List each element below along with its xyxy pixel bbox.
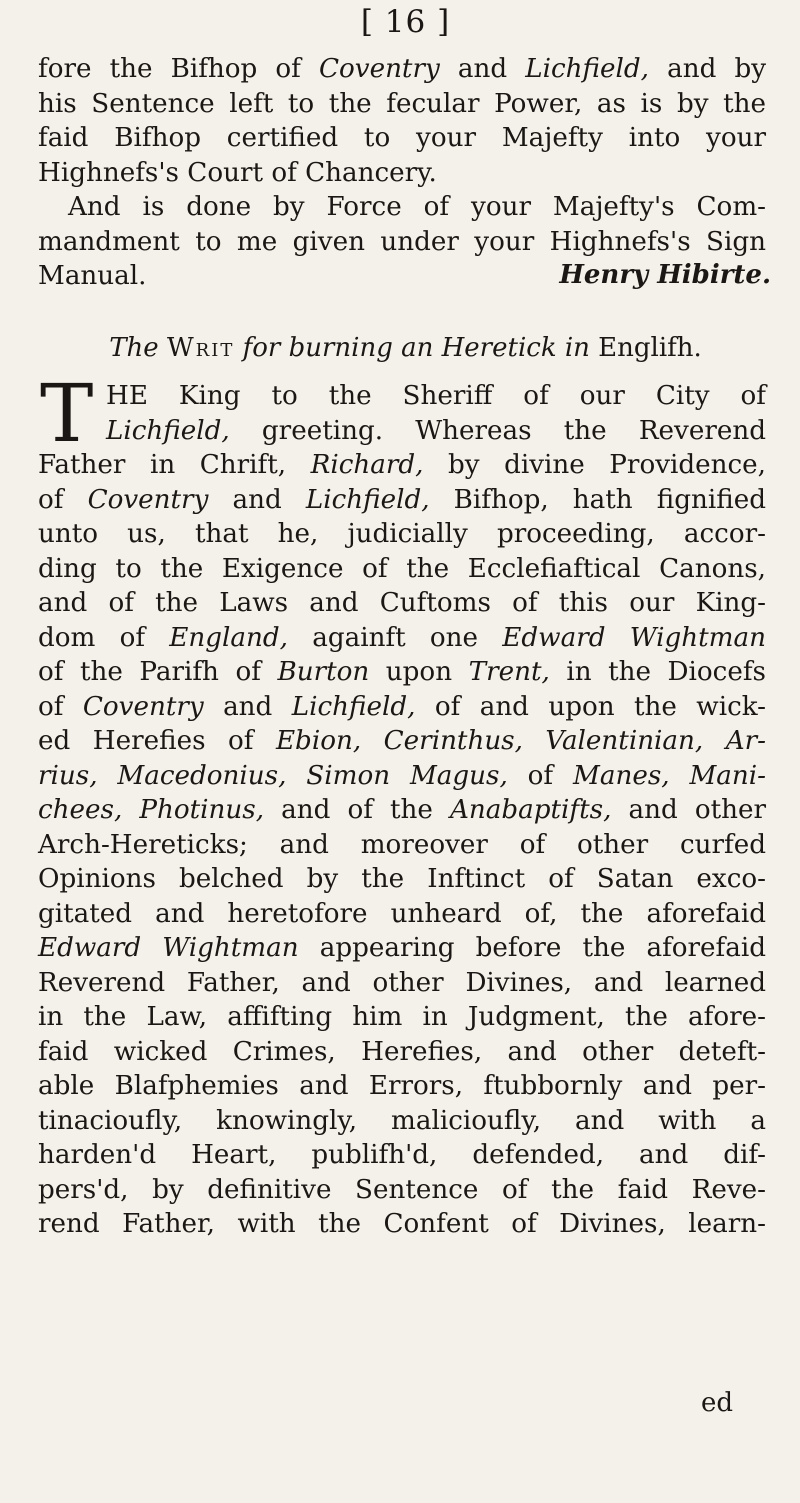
- text-line: Opinions belched by the Inftinct of Satan exco-: [38, 864, 766, 894]
- heading-the: The: [109, 333, 159, 363]
- text-line: Edward Wightman appearing before the aforefaid: [38, 933, 766, 963]
- writ-body: [38, 367, 766, 1242]
- text-line: ed Herefies of Ebion, Cerinthus, Valentinian, Ar-: [38, 726, 766, 756]
- text-line: Father in Chrift, Richard, by divine Providence,: [38, 450, 766, 480]
- heading-language: Englifh.: [598, 333, 702, 363]
- text-line: dom of England, againft one Edward Wightman: [38, 622, 766, 653]
- italic-text: Manes, Mani-: [573, 760, 766, 791]
- text-line: harden'd Heart, publifh'd, defended, and dif-: [38, 1140, 766, 1170]
- page-number: [ 16 ]: [360, 4, 451, 40]
- italic-text: Richard,: [310, 450, 424, 480]
- text-line: his Sentence left to the fecular Power, as is by the: [38, 88, 766, 119]
- text-line: fore the Bifhop of Coventry and Lichfield, and by: [38, 54, 766, 84]
- text-line: rend Father, with the Confent of Divines, learn-: [38, 1209, 766, 1239]
- text-line: Highnefs's Court of Chancery.: [38, 157, 437, 188]
- italic-text: Lichfield,: [525, 54, 649, 84]
- italic-text: Coventry: [87, 484, 209, 515]
- text-line: unto us, that he, judicially proceeding, accor-: [38, 519, 766, 549]
- italic-text: Edward Wightman: [38, 933, 299, 963]
- text-line: Reverend Father, and other Divines, and learned: [38, 967, 766, 998]
- text-line: ding to the Exigence of the Ecclefiaftical Canons,: [38, 553, 766, 584]
- heading-writ: Writ: [166, 333, 235, 363]
- book-page: [38, 0, 773, 1503]
- italic-text: Lichfield,: [305, 484, 430, 515]
- text-line: HE King to the Sheriff of our City of: [106, 381, 766, 411]
- italic-text: Coventry: [318, 54, 440, 84]
- italic-text: Lichfield,: [291, 691, 416, 722]
- italic-text: Trent,: [468, 657, 550, 687]
- text-line: of Coventry and Lichfield, Bifhop, hath fignified: [38, 484, 766, 515]
- text-line: of Coventry and Lichfield, of and upon the wick-: [38, 691, 766, 722]
- writ-heading: [38, 333, 773, 363]
- italic-text: chees, Photinus,: [38, 795, 265, 825]
- text-line: in the Law, affifting him in Judgment, the afore-: [38, 1002, 766, 1032]
- text-line: rius, Macedonius, Simon Magus, of Manes, Mani-: [38, 760, 766, 791]
- text-line: chees, Photinus, and of the Anabaptifts, and other: [38, 795, 766, 825]
- text-line: mandment to me given under your Highnefs's Sign: [38, 226, 766, 257]
- italic-text: rius, Macedonius, Simon Magus,: [38, 760, 508, 791]
- text-line: Lichfield, greeting. Whereas the Reverend: [106, 415, 766, 446]
- italic-text: Anabaptifts,: [449, 795, 612, 825]
- opening-paragraph: [38, 52, 766, 294]
- italic-text: Burton: [277, 657, 370, 687]
- text-line: of the Parifh of Burton upon Trent, in the Diocefs: [38, 657, 766, 687]
- text-line: able Blafphemies and Errors, ftubbornly and per-: [38, 1071, 766, 1101]
- text-line: faid Bifhop certified to your Majefty into your: [38, 123, 766, 153]
- text-line: gitated and heretofore unheard of, the aforefaid: [38, 898, 766, 929]
- text-line: And is done by Force of your Majefty's Com-: [68, 192, 766, 222]
- catchword: ed: [700, 1388, 733, 1418]
- text-line: tinacioufly, knowingly, malicioufly, and with a: [38, 1105, 766, 1136]
- text-line: pers'd, by definitive Sentence of the faid Reve-: [38, 1174, 766, 1205]
- text-line: Manual.: [38, 261, 147, 291]
- heading-italic: for burning an Heretick in: [242, 333, 590, 363]
- signature: Henry Hibirte.: [559, 260, 771, 290]
- italic-text: Coventry: [82, 691, 204, 722]
- drop-cap: T: [40, 367, 94, 460]
- italic-text: Lichfield,: [106, 415, 230, 446]
- italic-text: Ebion, Cerinthus, Valentinian, Ar-: [275, 726, 766, 756]
- italic-text: England,: [169, 622, 288, 653]
- text-line: and of the Laws and Cuftoms of this our King-: [38, 588, 766, 618]
- text-line: Arch-Hereticks; and moreover of other curfed: [38, 829, 766, 860]
- italic-text: Edward Wightman: [502, 622, 766, 653]
- text-line: faid wicked Crimes, Herefies, and other deteft-: [38, 1036, 766, 1067]
